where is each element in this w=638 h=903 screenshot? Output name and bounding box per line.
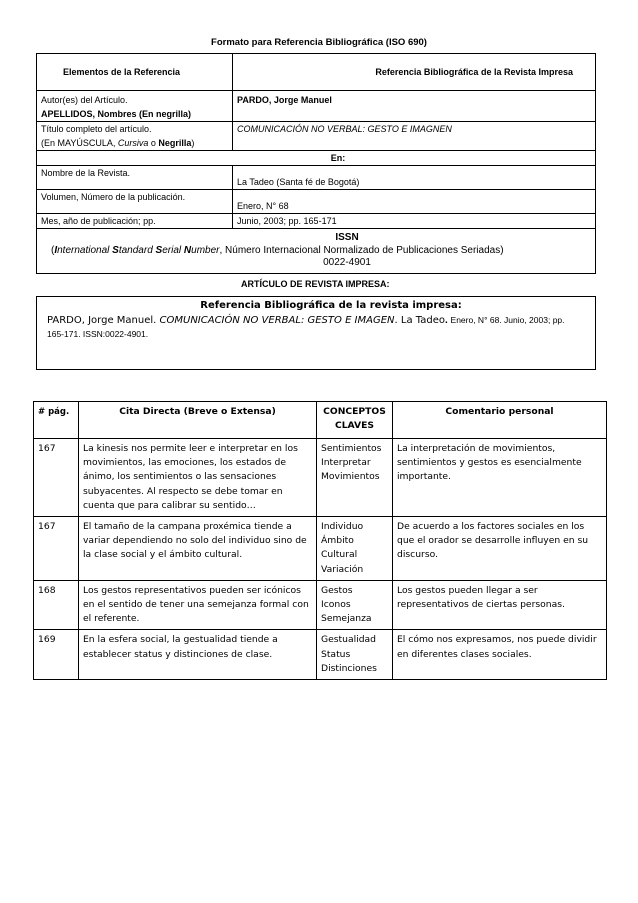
month-year-value: Junio, 2003; pp. 165-171	[233, 214, 596, 229]
quote-text: Los gestos representativos pueden ser icónicos en el sentido de tener una semejanza formal con el referente.	[79, 580, 317, 630]
issn-number: 0022-4901	[323, 257, 371, 268]
magazine-row	[37, 166, 596, 190]
quote-text: En la esfera social, la gestualidad tiende a establecer status y distinciones de clase.	[79, 630, 317, 680]
concept-item: Ámbito	[321, 535, 354, 547]
quote-page: 167	[34, 517, 79, 581]
concept-item: Variación	[321, 563, 364, 575]
magazine-value: La Tadeo (Santa fé de Bogotá)	[233, 166, 596, 190]
quote-concepts	[317, 439, 393, 517]
header-concepts: CONCEPTOS CLAVES	[317, 402, 393, 439]
quote-row	[34, 580, 607, 630]
quote-page: 169	[34, 630, 79, 680]
quote-page: 167	[34, 439, 79, 517]
en-label: En:	[37, 151, 596, 166]
reference-elements-table	[36, 53, 596, 274]
volume-value: Enero, N° 68	[233, 190, 596, 214]
title-row	[37, 122, 596, 151]
header-page: # pág.	[34, 402, 79, 439]
author-row	[37, 91, 596, 122]
concept-item: Cultural	[321, 549, 358, 561]
quote-row	[34, 630, 607, 680]
ref-header-right: Referencia Bibliográfica de la Revista Impresa	[233, 54, 596, 91]
concept-item: Movimientos	[321, 471, 380, 483]
biblio-text-line2: 165-171. ISSN:0022-4901.	[47, 329, 149, 339]
quote-row	[34, 439, 607, 517]
quotes-header-row	[34, 402, 607, 439]
header-quote: Cita Directa (Breve o Extensa)	[79, 402, 317, 439]
quote-concepts	[317, 580, 393, 630]
issn-description: (International Standard Serial Number, Número Internacional Normalizado de Publicaciones Seriadas)	[51, 244, 504, 256]
concept-item: Gestualidad	[321, 634, 377, 646]
title-label: Título completo del artículo.	[41, 124, 152, 134]
volume-row	[37, 190, 596, 214]
issn-title: ISSN	[335, 232, 359, 243]
header-comment: Comentario personal	[393, 402, 607, 439]
quote-concepts	[317, 630, 393, 680]
issn-row	[37, 229, 596, 274]
volume-label: Volumen, Número de la publicación.	[37, 190, 233, 214]
magazine-label: Nombre de la Revista.	[37, 166, 233, 190]
title-label-format: (En MAYÚSCULA, Cursiva o Negrilla)	[41, 138, 195, 148]
concept-item: Individuo	[321, 521, 364, 533]
quote-comment: De acuerdo a los factores sociales en los que el orador se desarrolle influyen en su discurso.	[393, 517, 607, 581]
concept-item: Sentimientos	[321, 443, 382, 454]
quote-text: El tamaño de la campana proxémica tiende a variar dependiendo no solo del individuo sino de la clase social y el ámbito cultural.	[79, 517, 317, 581]
concept-item: Interpretar	[321, 457, 371, 469]
concept-item: Status	[321, 648, 351, 660]
concept-item: Iconos	[321, 599, 351, 611]
author-label-format: APELLIDOS, Nombres (En negrilla)	[41, 109, 192, 119]
month-year-label: Mes, año de publicación; pp.	[37, 214, 233, 229]
author-label: Autor(es) del Artículo.	[41, 95, 128, 105]
quote-text: La kinesis nos permite leer e interpretar en los movimientos, las emociones, los estados de ánimo, los sentimientos o las sensaciones subyacentes. Al respecto se debe tomar en cuenta que para calibrar su sentido…	[79, 439, 317, 517]
bibliographic-reference-box	[36, 296, 596, 370]
quote-comment: El cómo nos expresamos, nos puede dividir en diferentes clases sociales.	[393, 630, 607, 680]
quote-row	[34, 517, 607, 581]
author-value: PARDO, Jorge Manuel	[233, 91, 596, 122]
title-value: COMUNICACIÓN NO VERBAL: GESTO E IMAGNEN	[233, 122, 596, 151]
quote-comment: Los gestos pueden llegar a ser representativos de ciertas personas.	[393, 580, 607, 630]
concept-item: Semejanza	[321, 613, 372, 625]
page-title: Formato para Referencia Bibliográfica (ISO 690)	[211, 37, 427, 48]
biblio-title: Referencia Bibliográfica de la revista impresa:	[200, 300, 462, 311]
concept-item: Gestos	[321, 584, 353, 596]
quote-concepts	[317, 517, 393, 581]
quote-page: 168	[34, 580, 79, 630]
concept-item: Distinciones	[321, 662, 377, 674]
ref-header-left: Elementos de la Referencia	[37, 54, 233, 91]
section-title: ARTÍCULO DE REVISTA IMPRESA:	[241, 279, 390, 289]
quote-comment: La interpretación de movimientos, sentimientos y gestos es esencialmente importante.	[393, 439, 607, 517]
month-year-row	[37, 214, 596, 229]
biblio-text: PARDO, Jorge Manuel. COMUNICACIÓN NO VERBAL: GESTO E IMAGEN. La Tadeo. Enero, N° 68. Junio, 2003; pp.	[47, 315, 565, 326]
quotes-table	[33, 401, 607, 680]
